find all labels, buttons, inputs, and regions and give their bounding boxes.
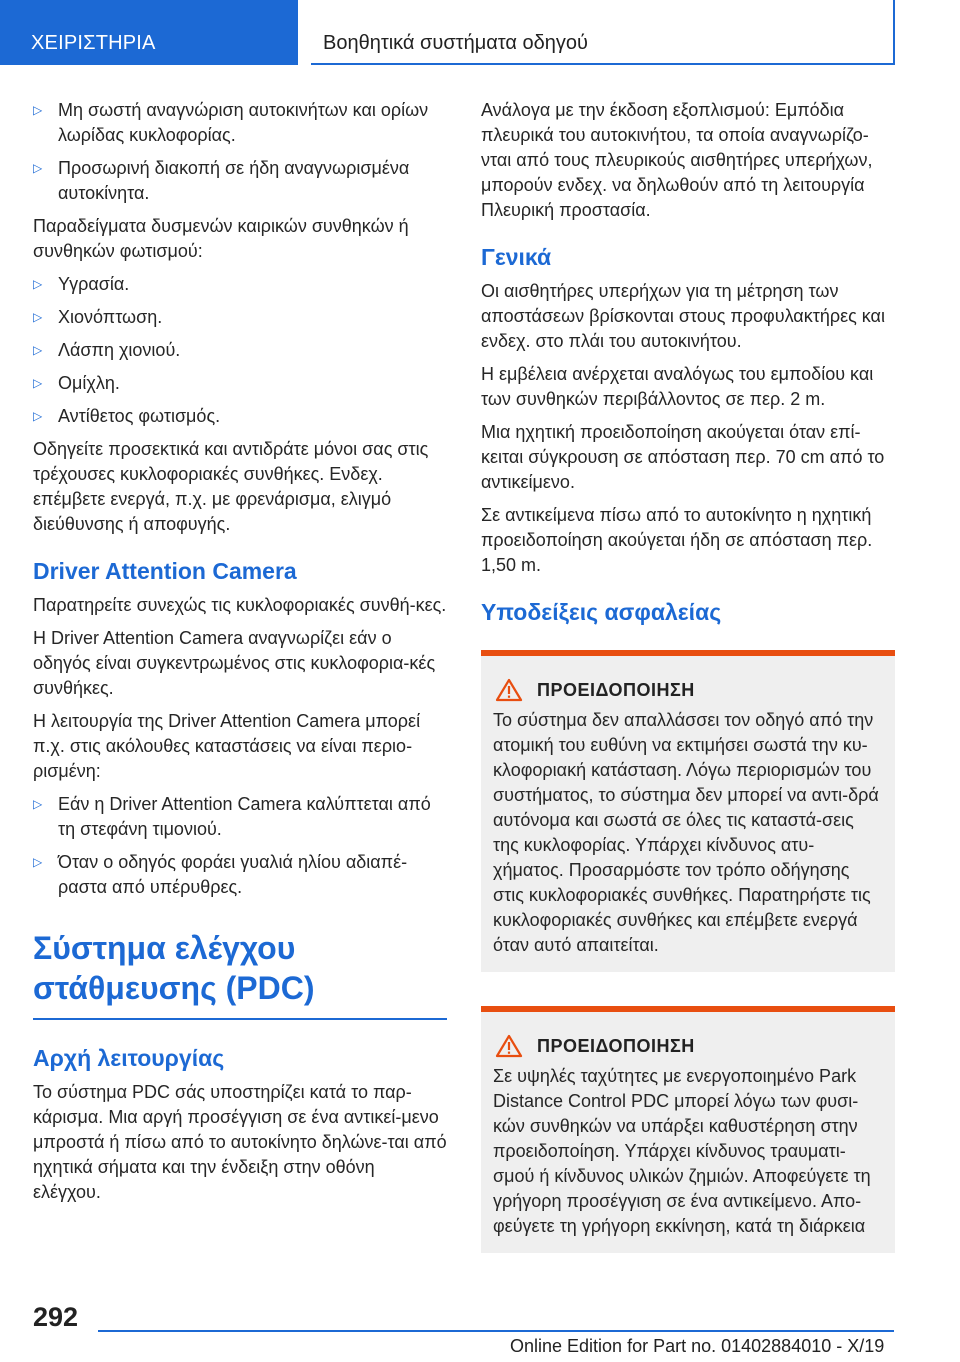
bullet-icon: ▷: [33, 855, 43, 869]
page-number: 292: [33, 1302, 79, 1332]
warning-icon: [495, 678, 523, 702]
list-item: ▷ Υγρασία.: [33, 272, 447, 297]
section-tab[interactable]: ΧΕΙΡΙΣΤΗΡΙΑ: [0, 0, 298, 65]
edition-text: Online Edition for Part no. 01402884010 - X/19: [510, 1336, 885, 1356]
list-item: ▷ Ομίχλη.: [33, 371, 447, 396]
principle-paragraph: Το σύστημα PDC σάς υποστηρίζει κατά το παρ-κάρισμα. Μια αργή προσέγγιση σε ένα αντικεί-μενο μπροστά ή πίσω από το αυτοκίνητο δηλώνε-ται από ηχητικά σήματα και την ένδειξη στην οθόνη ελέγχου.: [33, 1082, 447, 1202]
footer-divider: [98, 1330, 894, 1332]
dac-paragraph: Παρατηρείτε συνεχώς τις κυκλοφοριακές συνθή-κες.: [33, 595, 447, 615]
list-item: ▷ Προσωρινή διακοπή σε ήδη αναγνωρισμένα αυτοκίνητα.: [33, 158, 410, 203]
warning-box: [481, 1006, 895, 1253]
principle-heading: Αρχή λειτουργίας: [33, 1045, 225, 1071]
list-item: ▷ Μη σωστή αναγνώριση αυτοκινήτων και ορίων λωρίδας κυκλοφορίας.: [33, 100, 429, 145]
bullet-icon: ▷: [33, 376, 43, 390]
bullet-icon: ▷: [33, 277, 43, 291]
warning-title: ΠΡΟΕΙΔΟΠΟΙΗΣΗ: [537, 1035, 695, 1056]
pdc-heading: Σύστημα ελέγχου στάθμευσης (PDC): [33, 928, 447, 1020]
list-item: ▷ Αντίθετος φωτισμός.: [33, 404, 447, 429]
bullet-icon: ▷: [33, 797, 43, 811]
intro-paragraph: Ανάλογα με την έκδοση εξοπλισμού: Εμπόδια πλευρικά του αυτοκινήτου, τα οποία αναγνωρίζο-νται από τους πλευρικούς αισθητήρες υπερήχων, μπορούν ενδεχ. να δηλωθούν από τη λειτουργία Πλευρική προστασία.: [481, 100, 873, 220]
list-item: ▷ Λάσπη χιονιού.: [33, 338, 447, 363]
dac-heading: Driver Attention Camera: [33, 558, 297, 584]
dac-paragraph: Η λειτουργία της Driver Attention Camera μπορεί π.χ. στις ακόλουθες καταστάσεις να είναι περιο-ρισμένη:: [33, 711, 421, 781]
weather-intro: Παραδείγματα δυσμενών καιρικών συνθηκών ή συνθηκών φωτισμού:: [33, 216, 409, 261]
chapter-title: Βοηθητικά συστήματα οδηγού: [311, 0, 895, 65]
general-paragraph: Η εμβέλεια ανέρχεται αναλόγως του εμποδίου και των συνθηκών περιβάλλοντος σε περ. 2 m.: [481, 364, 874, 409]
list-item: ▷ Χιονόπτωση.: [33, 305, 447, 330]
left-column: [33, 98, 447, 1213]
list-item: ▷ Εάν η Driver Attention Camera καλύπτεται από τη στεφάνη τιμονιού.: [33, 794, 431, 839]
right-column: [481, 98, 895, 1253]
safety-heading: Υποδείξεις ασφαλείας: [481, 599, 722, 625]
warning-text: Το σύστημα δεν απαλλάσσει τον οδηγό από την ατομική του ευθύνη να εκτιμήσει σωστά την κυ-κλοφοριακή κατάσταση. Λόγω περιορισμών του συστήματος, το σύστημα δεν μπορεί να αντι-δρά αυτόνομα και σωστά σε όλες τις καταστά-σεις της κυκλοφορίας. Υπάρχει κίνδυνος ατυ-χήματος. Προσαρμόστε τον τρόπο οδήγησης στις κυκλοφοριακές συνθήκες. Παρατηρήστε τις κυκλοφοριακές συνθήκες και επέμβετε ενεργά όταν αυτό απαιτείται.: [493, 710, 879, 955]
warning-icon: [495, 1034, 523, 1058]
bullet-icon: ▷: [33, 103, 43, 117]
general-heading: Γενικά: [481, 244, 552, 270]
bullet-icon: ▷: [33, 343, 43, 357]
drive-note: Οδηγείτε προσεκτικά και αντιδράτε μόνοι σας στις τρέχουσες κυκλοφοριακές συνθήκες. Ενδεχ. επέμβετε ενεργά, π.χ. με φρενάρισμα, ελιγμό διεύθυνσης ή αποφυγής.: [33, 439, 429, 534]
list-item: ▷ Όταν ο οδηγός φοράει γυαλιά ηλίου αδιαπέ-ραστα από υπέρυθρες.: [33, 852, 408, 897]
dac-paragraph: Η Driver Attention Camera αναγνωρίζει εάν ο οδηγός είναι συγκεντρωμένος στις κυκλοφορια-κές συνθήκες.: [33, 628, 436, 698]
general-paragraph: Μια ηχητική προειδοποίηση ακούγεται όταν επί-κειται σύγκρουση σε απόσταση περ. 70 cm από το αντικείμενο.: [481, 422, 885, 492]
bullet-icon: ▷: [33, 310, 43, 324]
bullet-icon: ▷: [33, 161, 43, 175]
general-paragraph: Σε αντικείμενα πίσω από το αυτοκίνητο η ηχητική προειδοποίηση ακούγεται ήδη σε απόσταση περ. 1,50 m.: [481, 505, 873, 575]
general-paragraph: Οι αισθητήρες υπερήχων για τη μέτρηση των αποστάσεων βρίσκονται στους προφυλακτήρες και ενδεχ. στο πλάι του αυτοκινήτου.: [481, 281, 885, 351]
warning-text: Σε υψηλές ταχύτητες με ενεργοποιημένο Park Distance Control PDC μπορεί λόγω των φυσι-κών συνθηκών να υπάρξει καθυστέρηση στην προειδοποίηση. Υπάρχει κίνδυνος τραυματι-σμού ή κίνδυνος υλικών ζημιών. Αποφεύγετε τη γρήγορη προσέγγιση σε ένα αντικείμενο. Απο-φεύγετε τη γρήγορη εκκίνηση, κατά τη διάρκεια: [493, 1066, 871, 1236]
bullet-icon: ▷: [33, 409, 43, 423]
warning-box: [481, 650, 895, 972]
warning-title: ΠΡΟΕΙΔΟΠΟΙΗΣΗ: [537, 679, 695, 700]
